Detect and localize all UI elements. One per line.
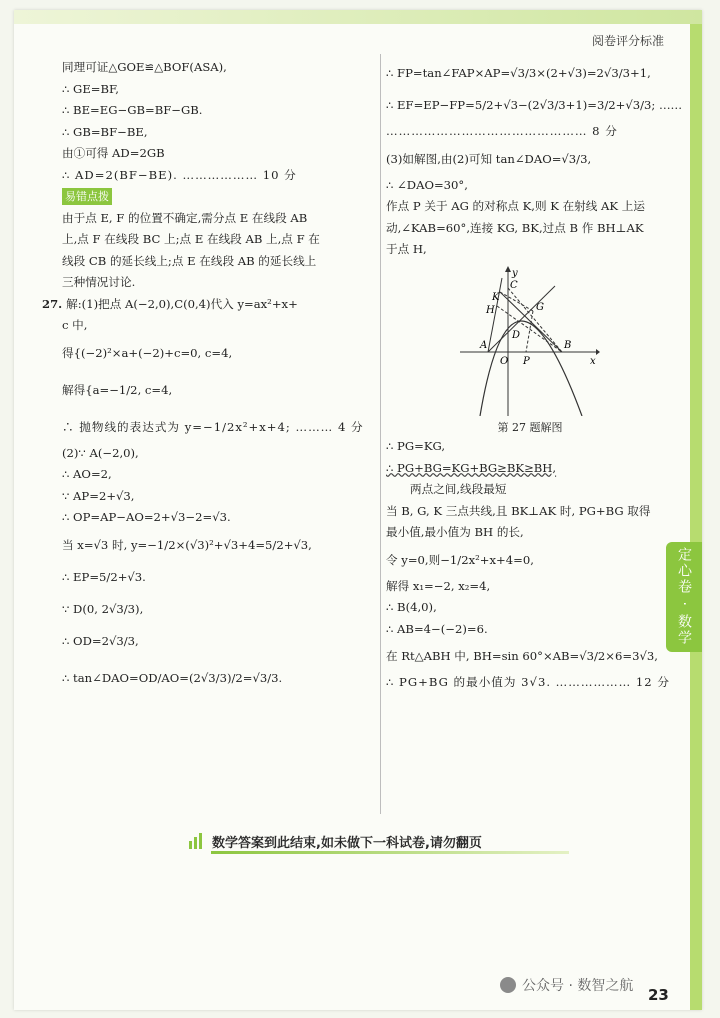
equation-line: 解得{a=−1/2, c=4, (62, 382, 173, 397)
text-line: ∴ GE=BF, (62, 81, 119, 96)
left-column (42, 58, 380, 700)
watermark-text: 公众号 · 数智之航 (522, 978, 634, 994)
text-line: ∴ AO=2, (62, 467, 112, 481)
text-line: c 中, (62, 318, 88, 332)
equation-line: ∴ EF=EP−FP=5/2+√3−(2√3/3+1)=3/2+√3/3; …… (386, 98, 683, 112)
equation-line: 得{(−2)²×a+(−2)+c=0, c=4, (62, 345, 233, 360)
parabola-curve (480, 321, 582, 416)
equation-line: ∵ D(0, 2√3/3), (62, 601, 144, 616)
text-line: 三种情况讨论. (62, 275, 136, 289)
text-line: 同理可证△GOE≌△BOF(ASA), (62, 60, 227, 74)
label-c: C (510, 279, 518, 291)
header-label: 阅卷评分标准 (591, 34, 664, 48)
banner-underline (211, 851, 569, 854)
x-axis-arrow (596, 349, 600, 355)
label-b: B (564, 339, 572, 351)
banner-bars-icon (189, 833, 202, 849)
label-x: x (590, 355, 596, 367)
line-gp (526, 311, 533, 352)
subject-side-tab: 定心卷 · 数学 (666, 542, 702, 652)
label-g: G (536, 301, 544, 313)
line-cb (508, 288, 562, 352)
top-color-bar (14, 10, 702, 24)
text-line: 解:(1)把点 A(−2,0),C(0,4)代入 y=ax²+x+ (66, 296, 298, 311)
label-o: O (500, 355, 509, 367)
tip-badge: 易错点拨 (62, 188, 112, 205)
text-line: ∴ OP=AP−AO=2+√3−2=√3. (62, 510, 231, 524)
y-axis-arrow (505, 266, 511, 272)
text-line: 作点 P 关于 AG 的对称点 K,则 K 在射线 AK 上运 (386, 199, 645, 213)
label-k: K (492, 291, 500, 303)
label-p: P (523, 355, 530, 367)
end-banner-text: 数学答案到此结束,如未做下一科试卷,请勿翻页 (212, 835, 482, 851)
answer-page (14, 10, 702, 1010)
equation-line: 在 Rt△ABH 中, BH=sin 60°×AB=√3/2×6=3√3, (386, 649, 658, 663)
tip-line (62, 187, 380, 207)
label-h: H (486, 304, 495, 316)
text-line: 当 B, G, K 三点共线,且 BK⊥AK 时, PG+BG 取得 (386, 503, 651, 518)
text-line: 动,∠KAB=60°,连接 KG, BK,过点 B 作 BH⊥AK (386, 220, 644, 235)
text-line: ∴ AB=4−(−2)=6. (386, 621, 488, 636)
text-line: 由①可得 AD=2GB (62, 146, 165, 160)
equation-line: ∴ EP=5/2+√3. (62, 569, 146, 584)
text-line: ∵ AP=2+√3, (62, 488, 135, 503)
question-line (42, 295, 380, 315)
score-line: ∴ 抛物线的表达式为 y=−1/2x²+x+4; ……… 4 分 (62, 419, 364, 434)
right-color-strip (690, 24, 702, 1010)
parabola-diagram (460, 266, 600, 416)
text-line: 于点 H, (386, 242, 427, 256)
equation-line: (3)如解图,由(2)可知 tan∠DAO=√3/3, (386, 151, 592, 166)
text-line: 最小值,最小值为 BH 的长, (386, 525, 524, 539)
label-a: A (480, 339, 488, 351)
text-line-underlined: ∴ PG+BG=KG+BG≥BK≥BH, (386, 460, 557, 475)
text-line: ∴ GB=BF−BE, (62, 124, 148, 139)
score-line: ∴ PG+BG 的最小值为 3√3. ……………… 12 分 (386, 675, 670, 689)
text-line: 线段 CB 的延长线上;点 E 在线段 AB 的延长线上 (62, 253, 317, 268)
equation-line: ∴ tan∠DAO=OD/AO=(2√3/3)/2=√3/3. (62, 670, 283, 685)
equation-line: 当 x=√3 时, y=−1/2×(√3)²+√3+4=5/2+√3, (62, 537, 312, 552)
question-number: 27. (42, 296, 63, 311)
text-line: 解得 x₁=−2, x₂=4, (386, 578, 491, 593)
end-banner (189, 828, 569, 854)
equation-line: 令 y=0,则−1/2x²+x+4=0, (386, 552, 534, 567)
text-line: ∴ ∠DAO=30°, (386, 177, 468, 192)
wechat-icon (500, 977, 516, 993)
text-line: (2)∵ A(−2,0), (62, 445, 139, 460)
annotation-line: 两点之间,线段最短 (410, 482, 507, 496)
watermark (500, 975, 633, 995)
text-line: 上,点 F 在线段 BC 上;点 E 在线段 AB 上,点 F 在 (62, 232, 320, 246)
label-y: y (512, 267, 518, 279)
text-line: ∴ B(4,0), (386, 600, 437, 614)
score-line: ………………………………………… 8 分 (386, 124, 618, 138)
label-d: D (512, 329, 521, 341)
text-line: ∴ PG=KG, (386, 439, 446, 453)
score-line: ∴ AD=2(BF−BE). ……………… 10 分 (62, 167, 297, 182)
right-column (386, 58, 683, 695)
text-line: 由于点 E, F 的位置不确定,需分点 E 在线段 AB (62, 210, 308, 225)
figure-caption: 第 27 题解图 (497, 420, 563, 434)
solution-figure (460, 266, 600, 438)
text-line: ∴ BE=EG−GB=BF−GB. (62, 103, 203, 117)
equation-line: ∴ FP=tan∠FAP×AP=√3/3×(2+√3)=2√3/3+1, (386, 66, 651, 80)
column-divider (380, 54, 381, 814)
equation-line: ∴ OD=2√3/3, (62, 633, 139, 648)
page-number: 23 (648, 986, 669, 1004)
